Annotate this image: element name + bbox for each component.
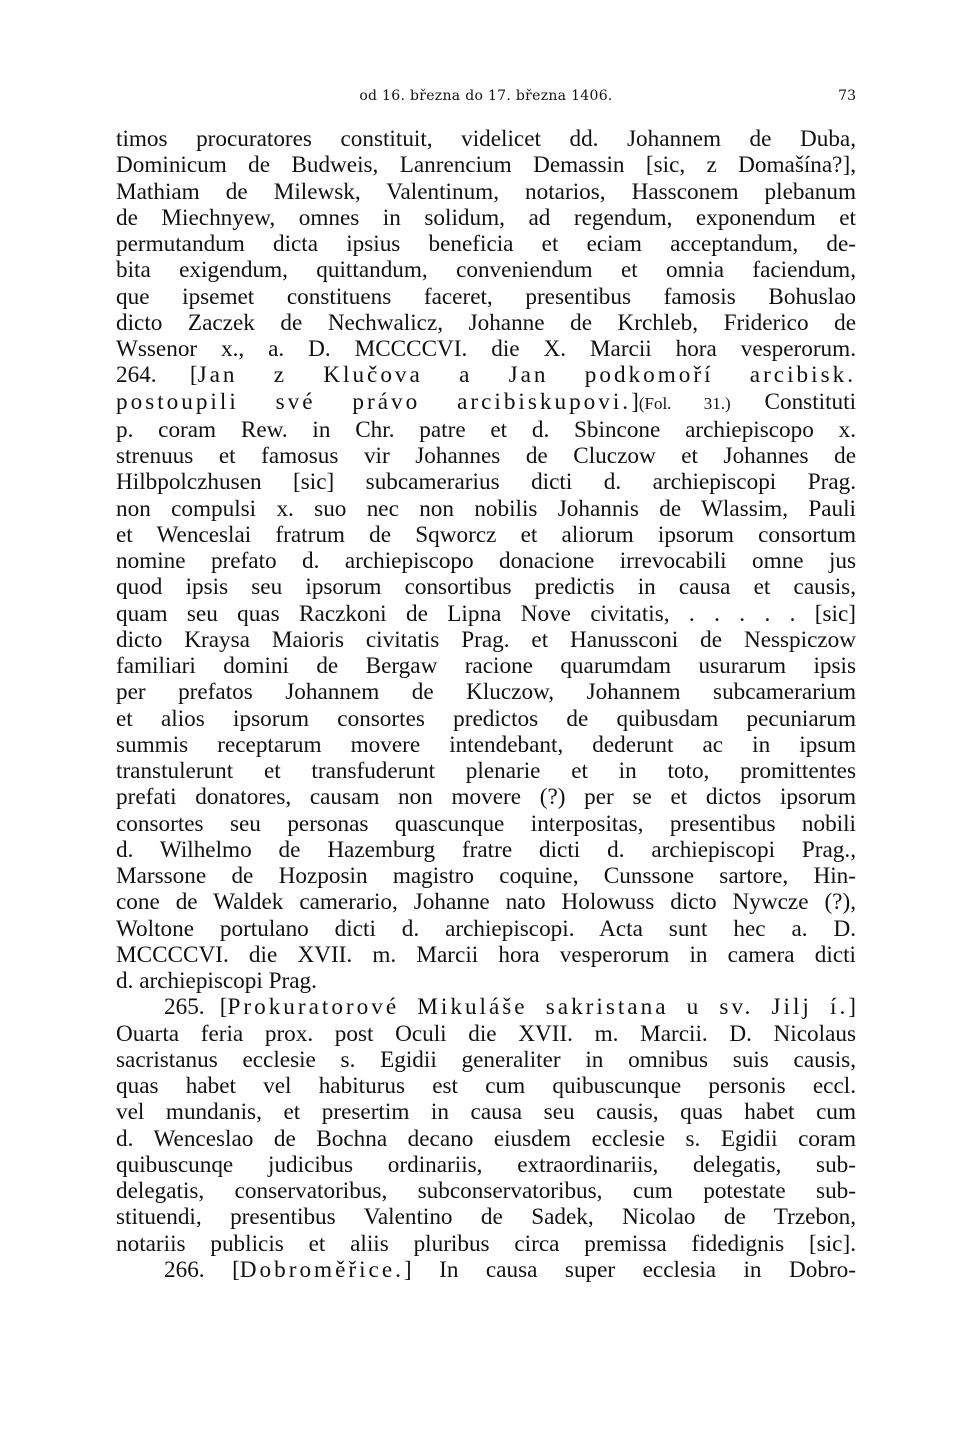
text-fragment: Constituti bbox=[730, 388, 857, 415]
text-line bbox=[116, 389, 856, 417]
text-line: de Miechnyew, omnes in solidum, ad regendum, exponendum et bbox=[116, 204, 856, 231]
text-line: Woltone portulano dicti d. archiepiscopi. Acta sunt hec a. D. bbox=[116, 915, 856, 942]
text-line: quibuscunqe judicibus ordinariis, extraordinariis, delegatis, sub- bbox=[116, 1151, 856, 1178]
folio-note: (Fol. 31.) bbox=[638, 393, 731, 413]
text-line: quas habet vel habiturus est cum quibuscunque personis eccl. bbox=[116, 1073, 856, 1099]
text-line: familiari domini de Bergaw racione quarumdam usurarum ipsis bbox=[116, 653, 856, 679]
text-line: dicto Zaczek de Nechwalicz, Johanne de Krchleb, Friderico de bbox=[116, 309, 856, 336]
text-line: non compulsi x. suo nec non nobilis Johannis de Wlassim, Pauli bbox=[116, 495, 856, 522]
text-line: quod ipsis seu ipsorum consortibus predictis in causa et causis, bbox=[116, 574, 856, 601]
text-line: d. Wenceslao de Bochna decano eiusdem ecclesie s. Egidii coram bbox=[116, 1125, 856, 1152]
text-line: Wssenor x., a. D. MCCCCVI. die X. Marcii hora vesperorum. bbox=[116, 336, 856, 362]
text-line: Marssone de Hozposin magistro coquine, Cunssone sartore, Hin- bbox=[116, 863, 856, 889]
text-fragment: ] bbox=[848, 994, 856, 1021]
text-line: nomine prefato d. archiepiscopo donacione irrevocabili omne jus bbox=[116, 548, 856, 574]
text-line: permutandum dicta ipsius beneficia et eciam acceptandum, de- bbox=[116, 231, 856, 257]
text-line: strenuus et famosus vir Johannes de Cluczow et Johannes de bbox=[116, 443, 856, 469]
text-line: cone de Waldek camerario, Johanne nato Holowuss dicto Nywcze (?), bbox=[116, 889, 856, 916]
text-line: vel mundanis, et presertim in causa seu causis, quas habet cum bbox=[116, 1099, 856, 1126]
page-number: 73 bbox=[838, 88, 856, 104]
text-line bbox=[116, 362, 856, 388]
document-page bbox=[116, 88, 856, 1283]
text-fragment: ] bbox=[631, 388, 639, 415]
text-line: Mathiam de Milewsk, Valentinum, notarios, Hassconem plebanum bbox=[116, 178, 856, 205]
text-line bbox=[116, 994, 856, 1020]
section-heading: Jan z Klučova a Jan podkomoří arcibisk. bbox=[197, 362, 856, 389]
section-heading: postoupili své právo arcibiskupovi. bbox=[116, 388, 632, 415]
text-line: timos procuratores constituit, videlicet dd. Johannem de Duba, bbox=[116, 126, 856, 152]
text-line: prefati donatores, causam non movere (?) per se et dictos ipsorum bbox=[116, 784, 856, 811]
text-line: dicto Kraysa Maioris civitatis Prag. et Hanussconi de Nesspiczow bbox=[116, 626, 856, 653]
text-line: transtulerunt et transfuderunt plenarie et in toto, promittentes bbox=[116, 758, 856, 784]
text-line: d. archiepiscopi Prag. bbox=[116, 968, 317, 994]
running-header bbox=[116, 88, 856, 116]
text-line: Ouarta feria prox. post Oculi die XVII. m. Marcii. D. Nicolaus bbox=[116, 1020, 856, 1047]
text-line: consortes seu personas quascunque interpositas, presentibus nobili bbox=[116, 810, 856, 837]
text-line bbox=[116, 1257, 856, 1283]
text-line: que ipsemet constituens faceret, presentibus famosis Bohuslao bbox=[116, 283, 856, 310]
text-fragment: 265. [ bbox=[164, 994, 228, 1021]
text-line: MCCCCVI. die XVII. m. Marcii hora vesperorum in camera dicti bbox=[116, 941, 856, 968]
text-line: delegatis, conservatoribus, subconservatoribus, cum potestate sub- bbox=[116, 1178, 856, 1204]
text-line: et Wenceslai fratrum de Sqworcz et aliorum ipsorum consortum bbox=[116, 521, 856, 548]
body-text bbox=[116, 126, 856, 1283]
text-line: Hilbpolczhusen [sic] subcamerarius dicti d. archiepiscopi Prag. bbox=[116, 469, 856, 496]
text-line: et alios ipsorum consortes predictos de quibusdam pecuniarum bbox=[116, 705, 856, 732]
text-line: d. Wilhelmo de Hazemburg fratre dicti d. archiepiscopi Prag., bbox=[116, 836, 856, 863]
text-line: quam seu quas Raczkoni de Lipna Nove civitatis, . . . . . [sic] bbox=[116, 600, 856, 627]
text-fragment: ] In causa super ecclesia in Dobro- bbox=[403, 1256, 856, 1283]
section-heading: Prokuratorové Mikuláše sakristana u sv. Jilj í. bbox=[227, 994, 849, 1021]
text-line: p. coram Rew. in Chr. patre et d. Sbincone archiepiscopo x. bbox=[116, 416, 856, 443]
text-line: sacristanus ecclesie s. Egidii generaliter in omnibus suis causis, bbox=[116, 1046, 856, 1073]
text-line: stituendi, presentibus Valentino de Sadek, Nicolao de Trzebon, bbox=[116, 1204, 856, 1231]
text-line: summis receptarum movere intendebant, dederunt ac in ipsum bbox=[116, 731, 856, 758]
text-fragment: 266. [ bbox=[164, 1256, 240, 1283]
text-line: notariis publicis et aliis pluribus circa premissa fidedignis [sic]. bbox=[116, 1230, 856, 1257]
text-line: per prefatos Johannem de Kluczow, Johannem subcamerarium bbox=[116, 679, 856, 706]
header-title: od 16. března do 17. března 1406. bbox=[359, 88, 613, 104]
section-heading: Dobroměřice. bbox=[239, 1256, 404, 1283]
text-fragment: 264. [ bbox=[116, 362, 198, 389]
text-line: Dominicum de Budweis, Lanrencium Demassin [sic, z Domašína?], bbox=[116, 152, 856, 179]
text-line: bita exigendum, quittandum, conveniendum et omnia faciendum, bbox=[116, 257, 856, 284]
